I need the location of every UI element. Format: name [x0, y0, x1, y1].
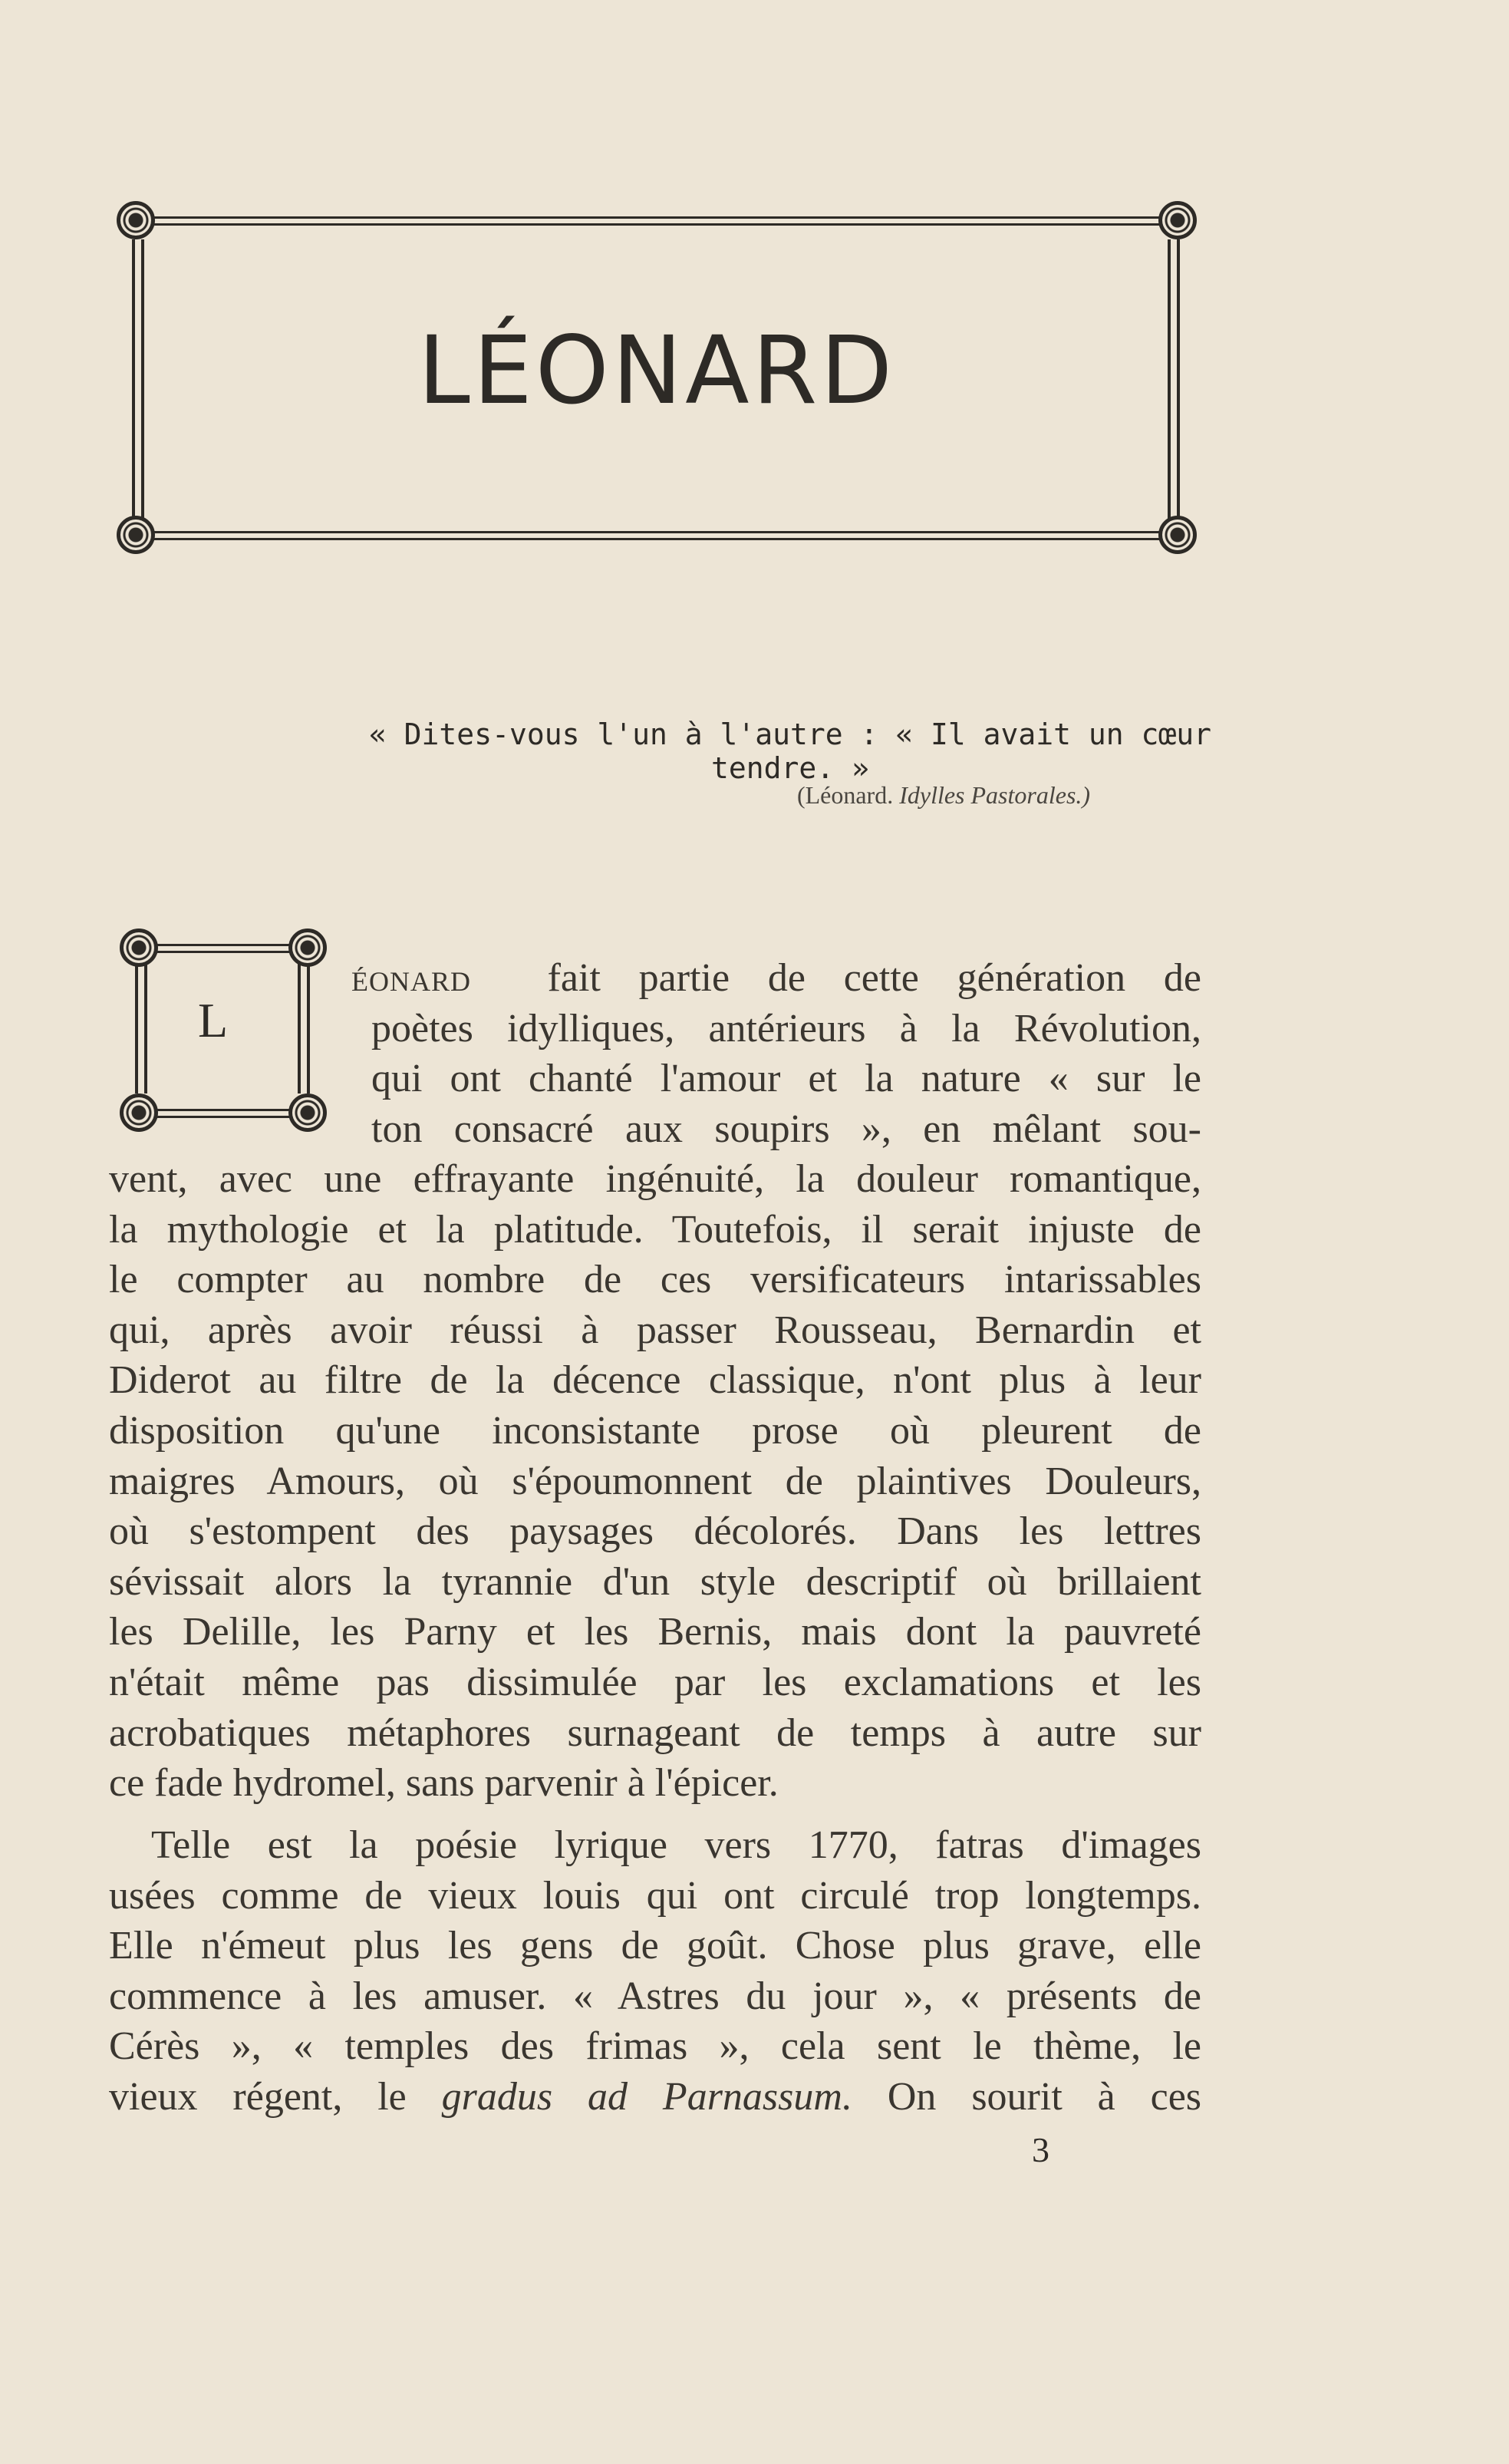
text-line: ton consacré aux soupirs », en mêlant sou-: [371, 1107, 1201, 1151]
text-line: vent, avec une effrayante ingénuité, la douleur romantique,: [109, 1157, 1201, 1201]
text-line: Telle est la poésie lyrique vers 1770, fatras d'images: [151, 1823, 1201, 1867]
epigraph-quote: « Dites-vous l'un à l'autre : « Il avait un cœur tendre. »: [368, 717, 1212, 785]
text-line: poètes idylliques, antérieurs à la Révolution,: [371, 1006, 1201, 1051]
rosette-icon: [288, 1093, 327, 1132]
text-line: la mythologie et la platitude. Toutefois, il serait injuste de: [109, 1207, 1201, 1252]
epigraph-work: Idylles Pastorales.): [899, 781, 1091, 809]
text-line: qui, après avoir réussi à passer Rousseau, Bernardin et: [109, 1308, 1201, 1352]
paragraph-1-body: [109, 1154, 1201, 1809]
rosette-icon: [120, 929, 158, 967]
first-word: éonard: [351, 956, 471, 1000]
page-title: LÉONARD: [417, 316, 896, 425]
rosette-icon: [117, 201, 155, 239]
epigraph-source: [675, 781, 1212, 810]
text-line: n'était même pas dissimulée par les exclamations et les: [109, 1660, 1201, 1704]
paragraph-2: [109, 1820, 1201, 2123]
italic-phrase: gradus ad Parnassum.: [441, 2074, 852, 2119]
text-line: sévissait alors la tyrannie d'un style descriptif où brillaient: [109, 1559, 1201, 1604]
dropcap-letter: L: [198, 993, 229, 1047]
rosette-icon: [1158, 201, 1197, 239]
text-line: où s'estompent des paysages décolorés. Dans les lettres: [109, 1509, 1201, 1554]
page-number: 3: [1032, 2130, 1049, 2169]
text-line: éonard fait partie de cette génération de: [351, 956, 1201, 1000]
text-line: acrobatiques métaphores surnageant de temps à autre sur: [109, 1710, 1201, 1755]
text-line: disposition qu'une inconsistante prose où pleurent de: [109, 1408, 1201, 1453]
dropcap-bottom-rule: [137, 1109, 309, 1118]
text-line: commence à les amuser. « Astres du jour », « présents de: [109, 1974, 1201, 2018]
text-line: les Delille, les Parny et les Bernis, mais dont la pauvreté: [109, 1610, 1201, 1654]
frame-top-rule: [138, 216, 1175, 226]
paragraph-1-top: [351, 953, 1201, 1154]
dropcap-top-rule: [137, 944, 309, 953]
rosette-icon: [117, 516, 155, 554]
text-line: le compter au nombre de ces versificateurs intarissables: [109, 1258, 1201, 1302]
text-line: usées comme de vieux louis qui ont circulé trop longtemps.: [109, 1873, 1201, 1918]
title-frame: [107, 201, 1206, 554]
rosette-icon: [120, 1093, 158, 1132]
rosette-icon: [288, 929, 327, 967]
text-line: Cérès », « temples des frimas », cela sent le thème, le: [109, 2024, 1201, 2069]
text-line: Diderot au filtre de la décence classique, n'ont plus à leur: [109, 1358, 1201, 1403]
rosette-icon: [1158, 516, 1197, 554]
text-line: Elle n'émeut plus les gens de goût. Chose plus grave, elle: [109, 1924, 1201, 1968]
text-line: qui ont chanté l'amour et la nature « sur le: [371, 1057, 1201, 1101]
frame-bottom-rule: [138, 531, 1175, 540]
dropcap-left-rule: [135, 963, 147, 1093]
text-line: maigres Amours, où s'époumonnent de plaintives Douleurs,: [109, 1459, 1201, 1503]
epigraph-author: (Léonard.: [796, 781, 894, 809]
dropcap-right-rule: [298, 963, 310, 1093]
text-line: ce fade hydromel, sans parvenir à l'épicer.: [109, 1761, 779, 1806]
dropcap-frame: [114, 925, 332, 1132]
text-line: vieux régent, le gradus ad Parnassum. On sourit à ces: [109, 2074, 1201, 2119]
